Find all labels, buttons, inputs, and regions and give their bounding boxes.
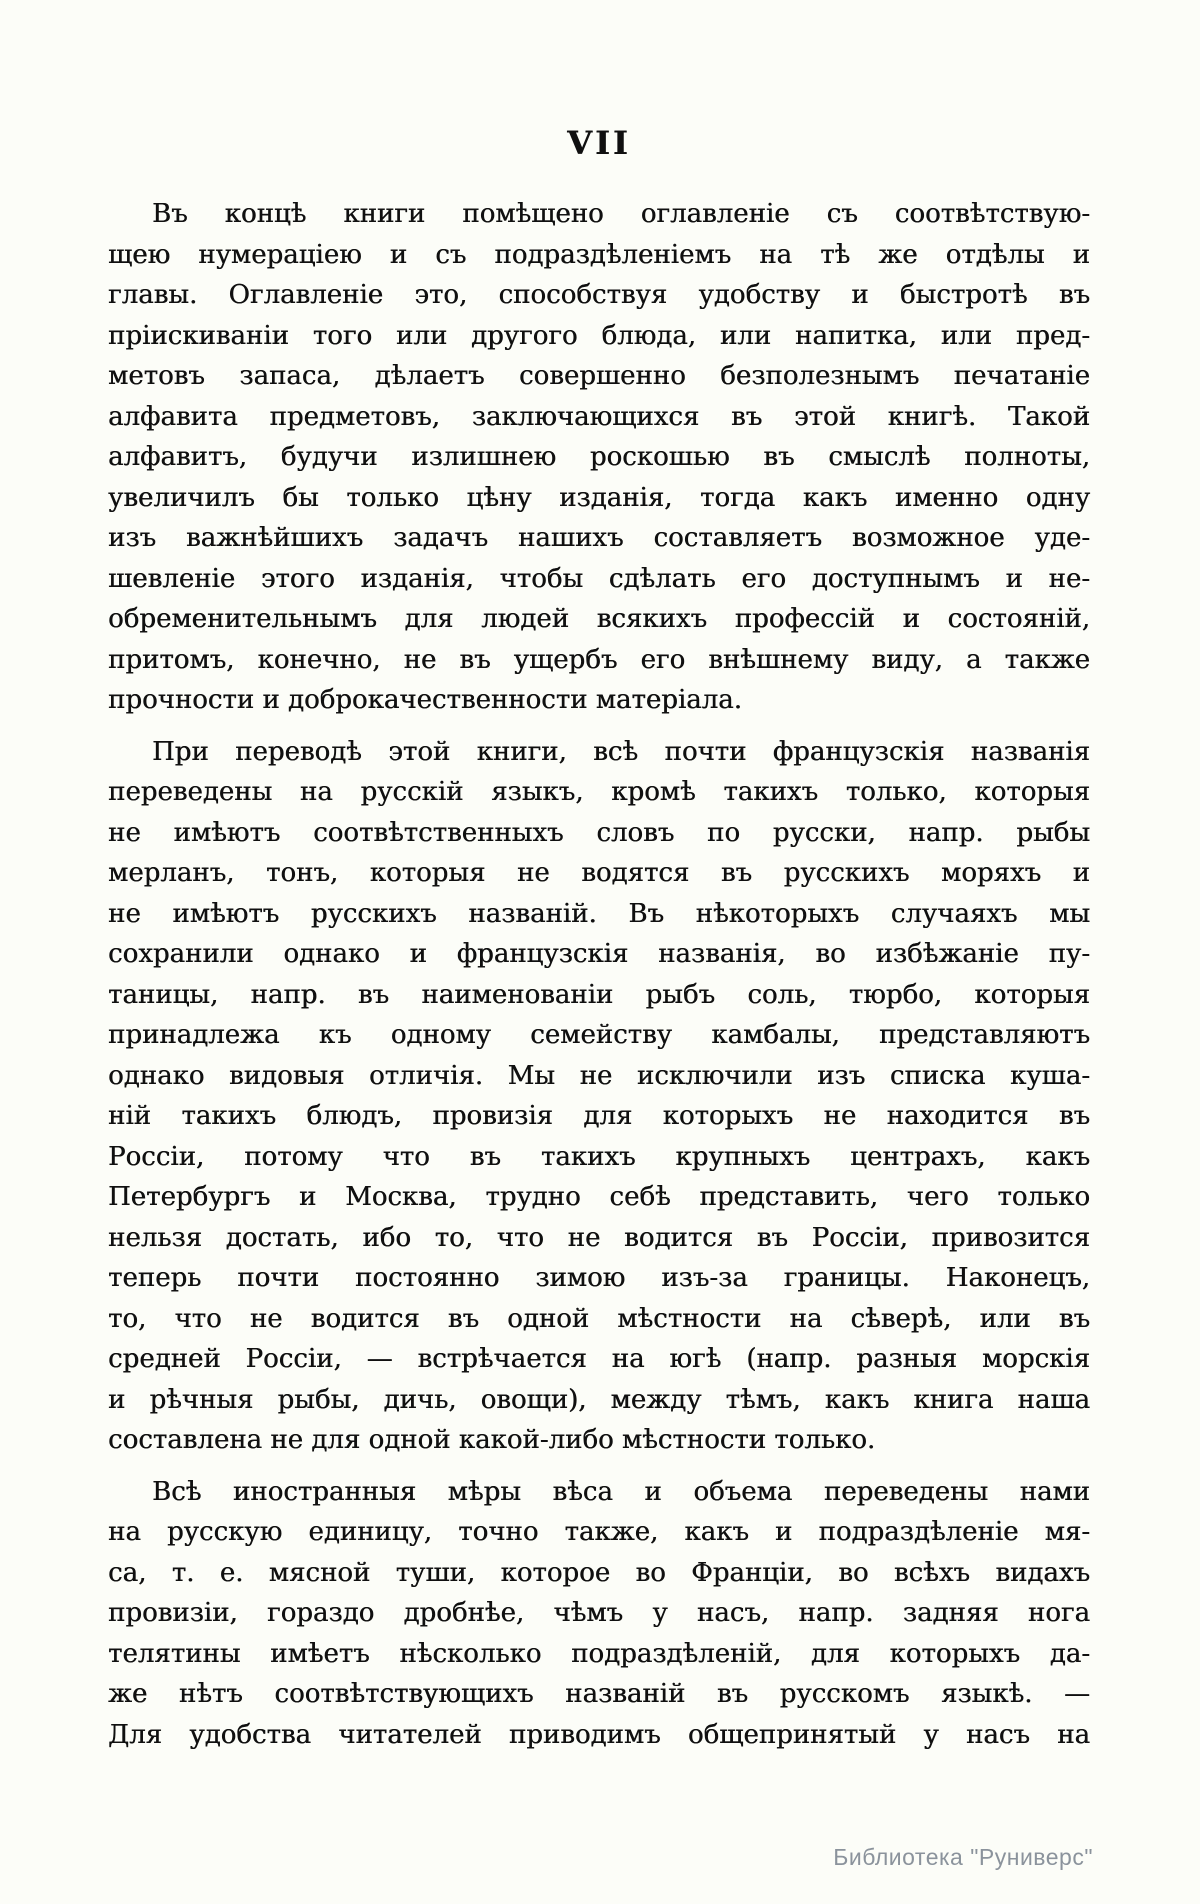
text-line: и рѣчныя рыбы, дичь, овощи), между тѣмъ, какъ книга наша — [108, 1384, 1090, 1415]
text-line: таницы, напр. въ наименованіи рыбъ соль, тюрбо, которыя — [108, 979, 1090, 1010]
page-number: VII — [567, 124, 631, 162]
text-line: не имѣютъ русскихъ названій. Въ нѣкоторыхъ случаяхъ мы — [108, 898, 1090, 929]
text-line: Въ концѣ книги помѣщено оглавленіе съ соотвѣтствую- — [152, 199, 1090, 229]
text-line: же нѣтъ соотвѣтствующихъ названій въ русскомъ языкѣ. — — [108, 1679, 1090, 1709]
text-line: главы. Оглавленіе это, способствуя удобству и быстротѣ въ — [108, 280, 1090, 310]
text-line: са, т. е. мясной туши, которое во Франціи, во всѣхъ видахъ — [108, 1557, 1090, 1588]
text-line: переведены на русскій языкъ, кромѣ такихъ только, которыя — [108, 777, 1090, 807]
text-line: прочности и доброкачественности матеріала. — [108, 685, 742, 715]
paragraph — [108, 1472, 1090, 1756]
text-line: телятины имѣетъ нѣсколько подраздѣленій, для которыхъ да- — [108, 1638, 1090, 1669]
text-line: принадлежа къ одному семейству камбалы, представляютъ — [108, 1020, 1090, 1050]
text-line: средней Россіи, — встрѣчается на югѣ (напр. разныя морскія — [108, 1344, 1090, 1374]
text-line: мерланъ, тонъ, которыя не водятся въ русскихъ моряхъ и — [108, 858, 1090, 888]
page-text-body — [108, 194, 1090, 1766]
text-line: не имѣютъ соотвѣтственныхъ словъ по русски, напр. рыбы — [108, 817, 1090, 848]
text-line: алфавитъ, будучи излишнею роскошью въ смыслѣ полноты, — [108, 442, 1090, 472]
text-line: Петербургъ и Москва, трудно себѣ представить, чего только — [108, 1182, 1090, 1212]
text-line: ній такихъ блюдъ, провизія для которыхъ не находится въ — [108, 1101, 1090, 1131]
paragraph — [108, 194, 1090, 721]
text-line: изъ важнѣйшихъ задачъ нашихъ составляетъ возможное уде- — [108, 523, 1090, 553]
text-line: составлена не для одной какой-либо мѣстности только. — [108, 1425, 876, 1455]
text-line: провизіи, гораздо дробнѣе, чѣмъ у насъ, напр. задняя нога — [108, 1598, 1090, 1628]
text-line: увеличилъ бы только цѣну изданія, тогда какъ именно одну — [108, 482, 1090, 513]
text-line: метовъ запаса, дѣлаетъ совершенно безполезнымъ печатаніе — [108, 361, 1090, 391]
text-line: однако видовыя отличія. Мы не исключили изъ списка куша- — [108, 1060, 1090, 1091]
text-line: сохранили однако и французскія названія, во избѣжаніе пу- — [108, 939, 1090, 969]
text-line: При переводѣ этой книги, всѣ почти французскія названія — [152, 736, 1090, 767]
text-line: то, что не водится въ одной мѣстности на сѣверѣ, или въ — [108, 1303, 1090, 1334]
text-line: обременительнымъ для людей всякихъ профессій и состояній, — [108, 604, 1090, 634]
text-line: Для удобства читателей приводимъ общепринятый у насъ на — [108, 1719, 1090, 1750]
text-line: алфавита предметовъ, заключающихся въ этой книгѣ. Такой — [108, 401, 1090, 432]
text-line: Всѣ иностранныя мѣры вѣса и объема переведены нами — [152, 1476, 1090, 1507]
text-line: шевленіе этого изданія, чтобы сдѣлать его доступнымъ и не- — [108, 563, 1090, 594]
text-line: притомъ, конечно, не въ ущербъ его внѣшнему виду, а также — [108, 644, 1090, 675]
paragraph — [108, 732, 1090, 1461]
text-line: нельзя достать, ибо то, что не водится въ Россіи, привозится — [108, 1222, 1090, 1253]
text-line: щею нумераціею и съ подраздѣленіемъ на тѣ же отдѣлы и — [108, 239, 1090, 270]
text-line: теперь почти постоянно зимою изъ-за границы. Наконецъ, — [108, 1263, 1090, 1293]
library-watermark: Библиотека "Руниверс" — [833, 1844, 1093, 1870]
text-line: пріискиваніи того или другого блюда, или напитка, или пред- — [108, 320, 1090, 351]
text-line: Россіи, потому что въ такихъ крупныхъ центрахъ, какъ — [108, 1141, 1090, 1172]
text-line: на русскую единицу, точно также, какъ и подраздѣленіе мя- — [108, 1517, 1090, 1547]
